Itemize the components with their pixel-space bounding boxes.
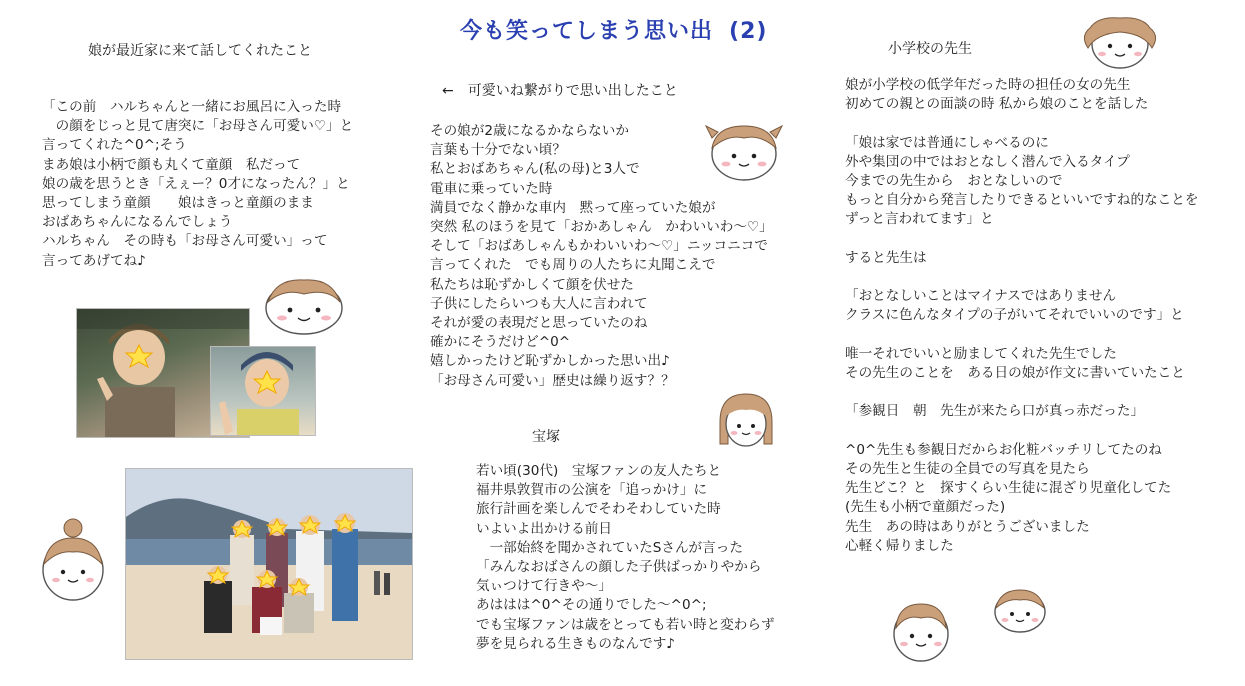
text-line: 一部始終を聞かされていたSさんが言った (476, 539, 743, 556)
text-line: それが愛の表現だと思っていたのね (430, 315, 648, 332)
text-line (845, 383, 1198, 402)
text-line: まあ娘は小柄で顔も丸くて童顔 私だって (42, 156, 301, 173)
title-number: (2) (729, 19, 768, 44)
smiley-face-icon (256, 276, 352, 340)
text-line: 私たちは恥ずかしくて顔を伏せた (430, 276, 634, 293)
text-line (845, 268, 1198, 287)
text-line: でも宝塚ファンは歳をとっても若い時と変わらず (476, 616, 775, 633)
text-line: 言ってくれた でも周りの人たちに丸聞こえで (430, 257, 716, 274)
text-line: 唯一それでいいと励ましてくれた先生でした (845, 345, 1117, 362)
left-heading: 娘が最近家に来て話してくれたこと (88, 43, 312, 59)
text-line: 嬉しかったけど恥ずかしかった思い出♪ (430, 353, 670, 370)
text-line: ずっと言われてます」と (845, 211, 994, 228)
right-heading: 小学校の先生 (888, 41, 972, 57)
curly-hair-face-icon (1080, 14, 1160, 74)
page-title (460, 14, 767, 45)
text-line: 心軽く帰りました (845, 537, 954, 554)
right-story (845, 76, 1198, 556)
long-hair-girl-face-icon (716, 392, 776, 454)
takarazuka-story (476, 462, 775, 654)
text-line: 子供にしたらいつも大人に言われて (430, 295, 648, 312)
text-line (845, 422, 1198, 441)
text-line: 電車に乗っていた時 (430, 180, 553, 197)
text-line: 娘が小学校の低学年だった時の担任の女の先生 (845, 77, 1131, 93)
title-text: 今も笑ってしまう思い出 (460, 19, 714, 44)
text-line: すると先生は (845, 249, 927, 266)
text-line: 気ぃつけて行きや～」 (476, 578, 612, 595)
text-line (845, 114, 1198, 133)
text-line: そして「おばあしゃんもかわいいわ～♡」ニッコニコで (430, 238, 768, 255)
text-line: 先生どこ？と 探すくらい生徒に混ざり児童化してた (845, 480, 1172, 497)
text-line: 言ってくれた^0^;そう (42, 137, 187, 154)
text-line: クラスに色んなタイプの子がいてそれでいいのです」と (845, 307, 1184, 324)
photo-beach-group (125, 468, 413, 660)
text-line: おばあちゃんになるんでしょう (42, 214, 233, 231)
left-story (42, 98, 353, 271)
text-line: 若い頃(30代) 宝塚ファンの友人たちと (476, 463, 722, 479)
text-line: 思ってしまう童顔 娘はきっと童顔のまま (42, 195, 314, 212)
text-line (845, 230, 1198, 249)
pigtail-girl-face-icon (704, 118, 784, 186)
text-line: 満員でなく静かな車内 黙って座っていた娘が (430, 199, 716, 216)
takarazuka-heading: 宝塚 (532, 429, 560, 445)
middle-heading: ← 可愛いね繋がりで思い出したこと (442, 83, 678, 99)
text-line: もっと自分から発言したりできるといいですね的なことを (845, 192, 1199, 209)
small-child-face-icon (990, 586, 1050, 638)
text-line: 「この前 ハルちゃんと一緒にお風呂に入った時 (42, 99, 342, 115)
text-line: その娘が2歳になるかならないか (430, 123, 629, 139)
boy-face-icon (888, 596, 954, 668)
text-line: 突然 私のほうを見て「おかあしゃん かわいいわ～♡」 (430, 219, 773, 236)
text-line (845, 326, 1198, 345)
text-line: 「おとなしいことはマイナスではありません (845, 288, 1117, 305)
text-line: 言ってあげてね♪ (42, 252, 146, 269)
photo-child (210, 346, 316, 436)
text-line: 外や集団の中ではおとなしく潜んで入るタイプ (845, 153, 1130, 170)
text-line: ハルちゃん その時も「お母さん可愛い」って (42, 233, 328, 250)
text-line: 夢を見られる生きものなんです♪ (476, 635, 675, 652)
text-line: 先生 あの時はありがとうございました (845, 518, 1090, 535)
text-line: 娘の歳を思うとき「えぇー？0才になったん？」と (42, 175, 350, 192)
text-line: いよいよ出かける前日 (476, 520, 612, 537)
text-line: の顔をじっと見て唐突に「お母さん可愛い♡」と (42, 118, 354, 135)
text-line: その先生のことを ある日の娘が作文に書いていたこと (845, 365, 1185, 382)
text-line: ^0^先生も参観日だからお化粧バッチリしてたのね (845, 441, 1162, 458)
text-line: 今までの先生から おとなしいので (845, 173, 1063, 190)
text-line: 「お母さん可愛い」歴史は繰り返す？？ (430, 372, 675, 389)
text-line: 「みんなおばさんの顔した子供ばっかりやから (476, 559, 762, 576)
text-line: その先生と生徒の全員での写真を見たら (845, 461, 1090, 478)
bun-girl-face-icon (38, 516, 108, 606)
text-line: 言葉も十分でない頃？ (430, 142, 566, 159)
text-line: 福井県敦賀市の公演を「追っかけ」に (476, 482, 708, 499)
text-line: 「娘は家では普通にしゃべるのに (845, 134, 1049, 151)
text-line: 旅行計画を楽しんでそわそわしていた時 (476, 501, 721, 518)
text-line: あははは^0^その通りでした～^0^; (476, 597, 707, 614)
text-line: 「参観日 朝 先生が来たら口が真っ赤だった」 (845, 403, 1145, 420)
text-line: (先生も小柄で童顔だった) (845, 499, 1006, 516)
text-line: 私とおばあちゃん(私の母)と3人で (430, 161, 640, 178)
text-line: 初めての親との面談の時 私から娘のことを話した (845, 96, 1149, 113)
text-line: 確かにそうだけど^0^ (430, 334, 571, 351)
